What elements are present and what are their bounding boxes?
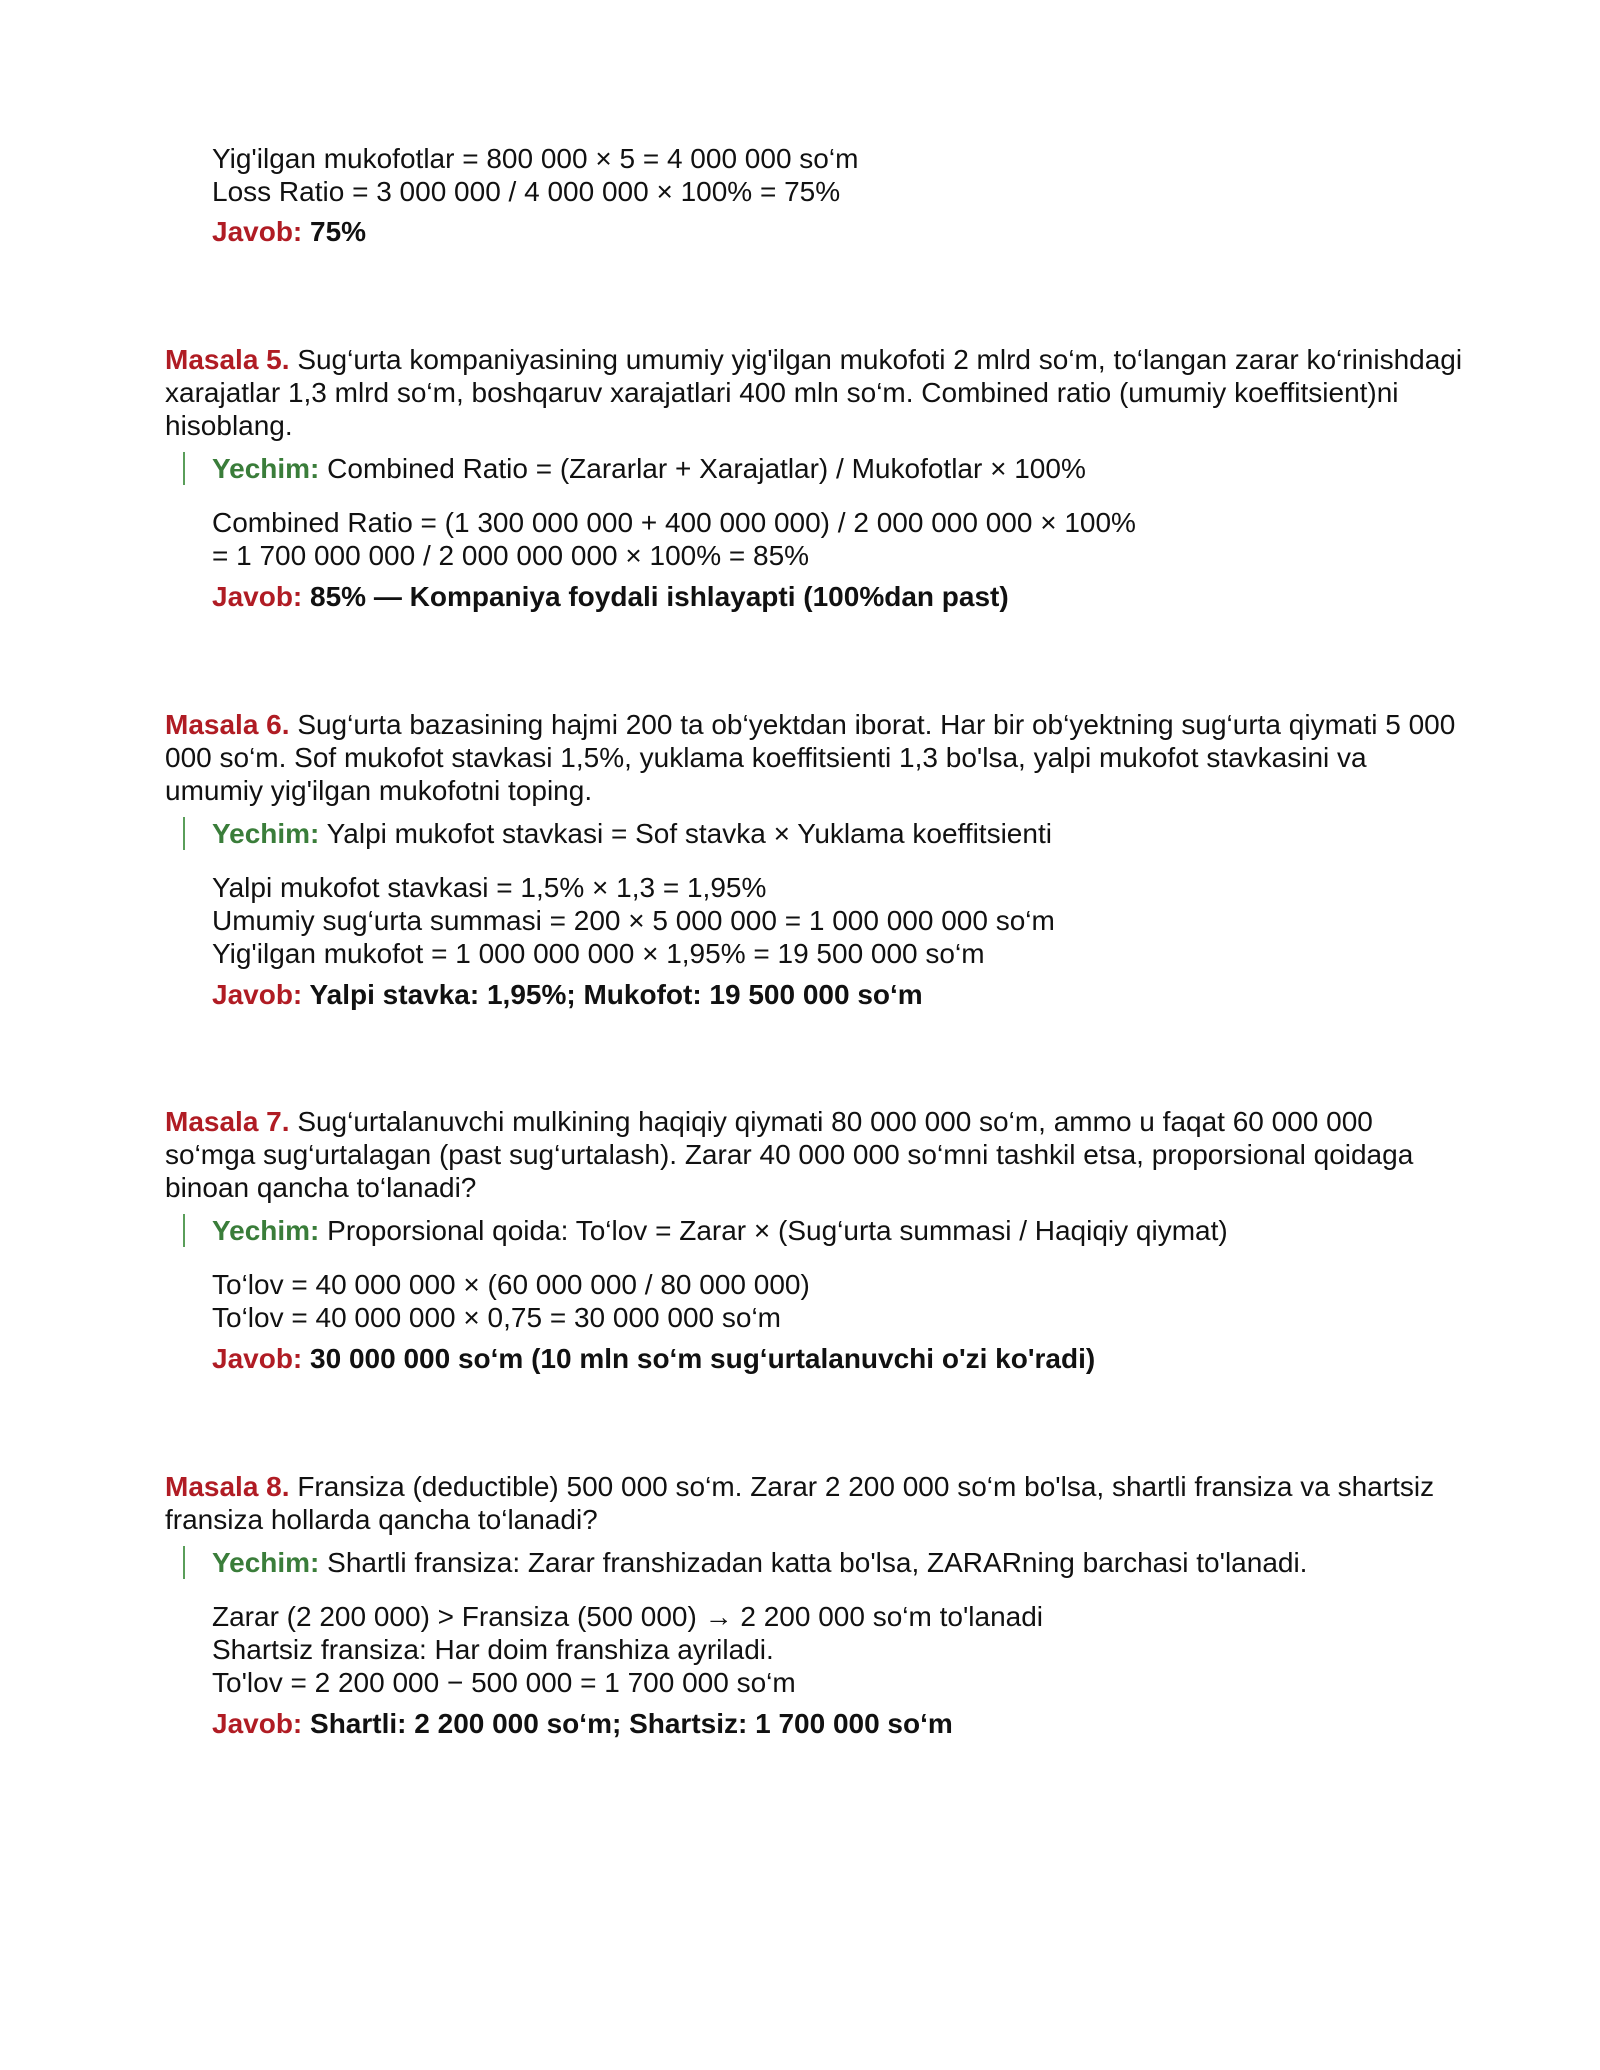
problem-statement (165, 1105, 1465, 1204)
calc-line: Yalpi mukofot stavkasi = 1,5% × 1,3 = 1,95% (212, 872, 767, 903)
problem-label: Masala 6. (165, 709, 290, 740)
answer-label: Javob: (212, 581, 303, 612)
solution-text: Yalpi mukofot stavkasi = Sof stavka × Yuklama koeffitsienti (326, 818, 1052, 849)
answer-text: 75% (310, 216, 367, 247)
answer-text: Yalpi stavka: 1,95%; Mukofot: 19 500 000 so‘m (309, 979, 923, 1010)
answer-line (212, 978, 923, 1011)
solution-label: Yechim: (212, 453, 320, 484)
answer-label: Javob: (212, 1343, 303, 1374)
problem-text: Fransiza (deductible) 500 000 so‘m. Zarar 2 200 000 so‘m bo'lsa, shartli fransiza va shartsiz fransiza hollarda qancha to‘lanadi? (165, 1471, 1435, 1535)
answer-label: Javob: (212, 216, 303, 247)
problem-statement (165, 708, 1465, 807)
answer-label: Javob: (212, 1708, 303, 1739)
calc-line: Zarar (2 200 000) > Fransiza (500 000) → 2 200 000 so‘m to'lanadi (212, 1601, 1044, 1632)
calc-line: Yig'ilgan mukofot = 1 000 000 000 × 1,95% = 19 500 000 so‘m (212, 938, 985, 969)
problem-label: Masala 7. (165, 1106, 290, 1137)
answer-line (212, 580, 1009, 613)
calc-block (212, 1600, 1043, 1699)
problem-statement (165, 343, 1465, 442)
calc-line: Combined Ratio = (1 300 000 000 + 400 000 000) / 2 000 000 000 × 100% (212, 507, 1136, 538)
calc-block (212, 506, 1136, 572)
calc-line: To‘lov = 40 000 000 × (60 000 000 / 80 000 000) (212, 1269, 810, 1300)
problem-label: Masala 8. (165, 1471, 290, 1502)
calc-line: To‘lov = 40 000 000 × 0,75 = 30 000 000 so‘m (212, 1302, 781, 1333)
problem-label: Masala 5. (165, 344, 290, 375)
problem-text: Sug‘urta bazasining hajmi 200 ta ob‘yektdan iborat. Har bir ob‘yektning sug‘urta qiymati 5 000 000 so‘m. Sof mukofot stavkasi 1,5%, yuklama koeffitsienti 1,3 bo'lsa, yalpi mukofot stavkasini va umumiy yig'ilgan mukofotni toping. (165, 709, 1456, 806)
solution-text: Shartli fransiza: Zarar franshizadan katta bo'lsa, ZARARning barchasi to'lanadi. (327, 1547, 1308, 1578)
calc-line: Umumiy sug‘urta summasi = 200 × 5 000 000 = 1 000 000 000 so‘m (212, 905, 1055, 936)
solution-text: Combined Ratio = (Zararlar + Xarajatlar) / Mukofotlar × 100% (327, 453, 1086, 484)
top-calc-block (212, 142, 858, 208)
calc-line: To'lov = 2 200 000 − 500 000 = 1 700 000 so‘m (212, 1667, 796, 1698)
calc-block (212, 1268, 810, 1334)
solution-label: Yechim: (212, 1215, 320, 1246)
problem-text: Sug‘urtalanuvchi mulkining haqiqiy qiymati 80 000 000 so‘m, ammo u faqat 60 000 000 so‘mga sug‘urtalagan (past sug‘urtalash). Zarar 40 000 000 so‘mni tashkil etsa, proporsional qoidaga binoan qancha to‘lanadi? (165, 1106, 1414, 1203)
answer-label: Javob: (212, 979, 303, 1010)
problem-text: Sug‘urta kompaniyasining umumiy yig'ilgan mukofoti 2 mlrd so‘m, to‘langan zarar ko‘rinishdagi xarajatlar 1,3 mlrd so‘m, boshqaruv xarajatlari 400 mln so‘m. Combined ratio (umumiy koeffitsient)ni hisoblang. (165, 344, 1463, 441)
solution-line (183, 1214, 1228, 1247)
calc-block (212, 871, 1055, 970)
answer-line (212, 1342, 1095, 1375)
calc-line: Yig'ilgan mukofotlar = 800 000 × 5 = 4 000 000 so‘m (212, 143, 859, 174)
calc-line: Shartsiz fransiza: Har doim franshiza ayriladi. (212, 1634, 774, 1665)
solution-line (183, 817, 1052, 850)
answer-text: Shartli: 2 200 000 so‘m; Shartsiz: 1 700 000 so‘m (310, 1708, 953, 1739)
solution-label: Yechim: (212, 1547, 320, 1578)
calc-line: = 1 700 000 000 / 2 000 000 000 × 100% = 85% (212, 540, 810, 571)
answer-line (212, 1707, 953, 1740)
problem-statement (165, 1470, 1465, 1536)
answer-text: 85% — Kompaniya foydali ishlayapti (100%dan past) (310, 581, 1009, 612)
solution-line (183, 1546, 1307, 1579)
answer-line (212, 215, 366, 248)
calc-line: Loss Ratio = 3 000 000 / 4 000 000 × 100% = 75% (212, 176, 841, 207)
solution-text: Proporsional qoida: To‘lov = Zarar × (Sug‘urta summasi / Haqiqiy qiymat) (327, 1215, 1228, 1246)
solution-line (183, 452, 1086, 485)
solution-label: Yechim: (212, 818, 320, 849)
answer-text: 30 000 000 so‘m (10 mln so‘m sug‘urtalanuvchi o'zi ko'radi) (310, 1343, 1096, 1374)
